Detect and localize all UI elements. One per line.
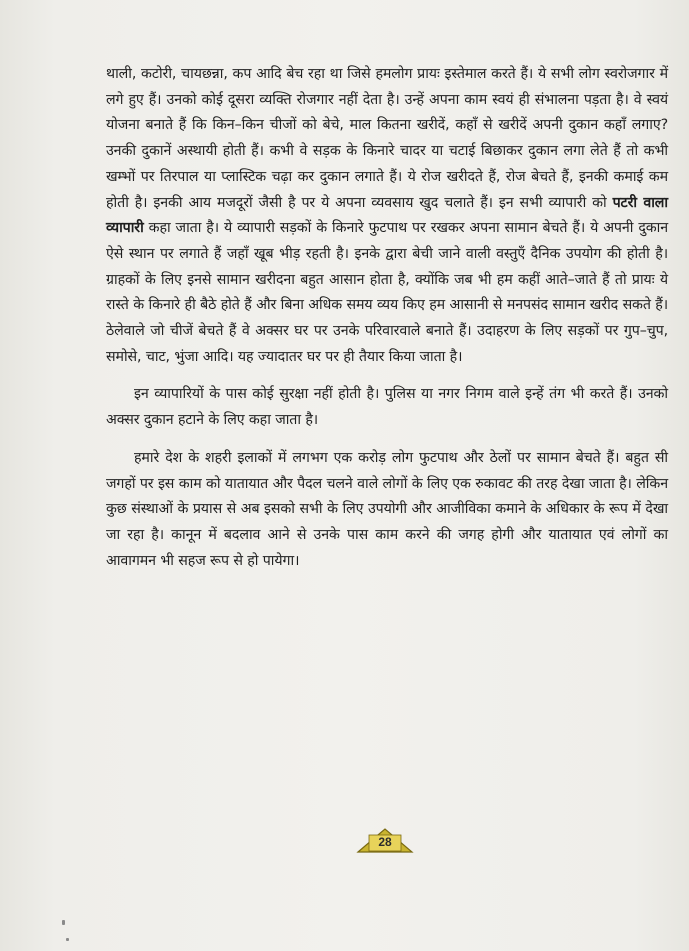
scan-speck (66, 938, 69, 941)
paragraph-3: हमारे देश के शहरी इलाकों में लगभग एक करोड़ लोग फुटपाथ और ठेलों पर सामान बेचते हैं। बहुत सी जगहों पर इस काम को यातायात और पैदल चलने वाले लोगों के लिए एक रुकावट की तरह देखा जाता है। लेकिन कुछ संस्थाओं के प्रयास से अब इसको सभी के लिए उपयोगी और आजीविका कमाने के अधिकार के रूप में देखा जा रहा है। कानून में बदलाव आने से उनके पास काम करने की जगह होगी और यातायात एवं लोगों का आवागमन भी सहज रूप से हो पायेगा। (106, 449, 668, 569)
scan-speck (62, 920, 65, 925)
paragraph-1-text-start: थाली, कटोरी, चायछन्ना, कप आदि बेच रहा था जिसे हमलोग प्रायः इस्तेमाल करते हैं। ये सभी लोग स्वरोजगार में लगे हुए हैं। उनको कोई दूसरा व्यक्ति रोजगार नहीं देता है। उन्हें अपना काम स्वयं ही संभालना पड़ता है। वे स्वयं योजना बनाते हैं कि किन–किन चीजों को बेचे, माल कितना खरीदें, कहाँ से खरीदें अपनी दुकान कहाँ लगाए? उनकी दुकानें अस्थायी होती हैं। कभी वे सड़क के किनारे चादर या चटाई बिछाकर दुकान लगा लेते हैं तो कभी खम्भों पर तिरपाल या प्लास्टिक चढ़ा कर दुकान लगाते हैं। ये रोज खरीदते हैं, रोज बेचते हैं, इनकी कमाई कम होती है। इनकी आय मजदूरों जैसी है पर ये अपना व्यवसाय खुद चलाते हैं। इन सभी व्यापारी को (106, 66, 668, 211)
bold-term: पटरी वाला व्यापारी (106, 194, 668, 237)
page-number-badge (356, 826, 414, 856)
paragraph-1 (106, 62, 668, 370)
body-text (106, 62, 668, 574)
page-number: 28 (378, 835, 392, 849)
paragraph-2: इन व्यापारियों के पास कोई सुरक्षा नहीं होती है। पुलिस या नगर निगम वाले इन्हें तंग भी करते हैं। उनको अक्सर दुकान हटाने के लिए कहा जाता है। (106, 386, 668, 429)
paragraph-1-text-end: कहा जाता है। ये व्यापारी सड़कों के किनारे फुटपाथ पर रखकर अपना सामान बेचते हैं। ये अपनी दुकान ऐसे स्थान पर लगाते हैं जहाँ खूब भीड़ रहती है। इनके द्वारा बेची जाने वाली वस्तुएँ दैनिक उपयोग की होती है। ग्राहकों के लिए इनसे सामान खरीदना बहुत आसान होता है, क्योंकि जब भी हम कहीं आते–जाते हैं तो प्रायः ये रास्ते के किनारे ही बैठे होते हैं और बिना अधिक समय व्यय किए हम आसानी से मनपसंद सामान खरीद सकते हैं। ठेलेवाले जो चीजें बेचते हैं वे अक्सर घर पर उनके परिवारवाले बनाते हैं। उदाहरण के लिए सड़कों पर गुप–चुप, समोसे, चाट, भुंजा आदि। यह ज्यादातर घर पर ही तैयार किया जाता है। (106, 220, 668, 365)
